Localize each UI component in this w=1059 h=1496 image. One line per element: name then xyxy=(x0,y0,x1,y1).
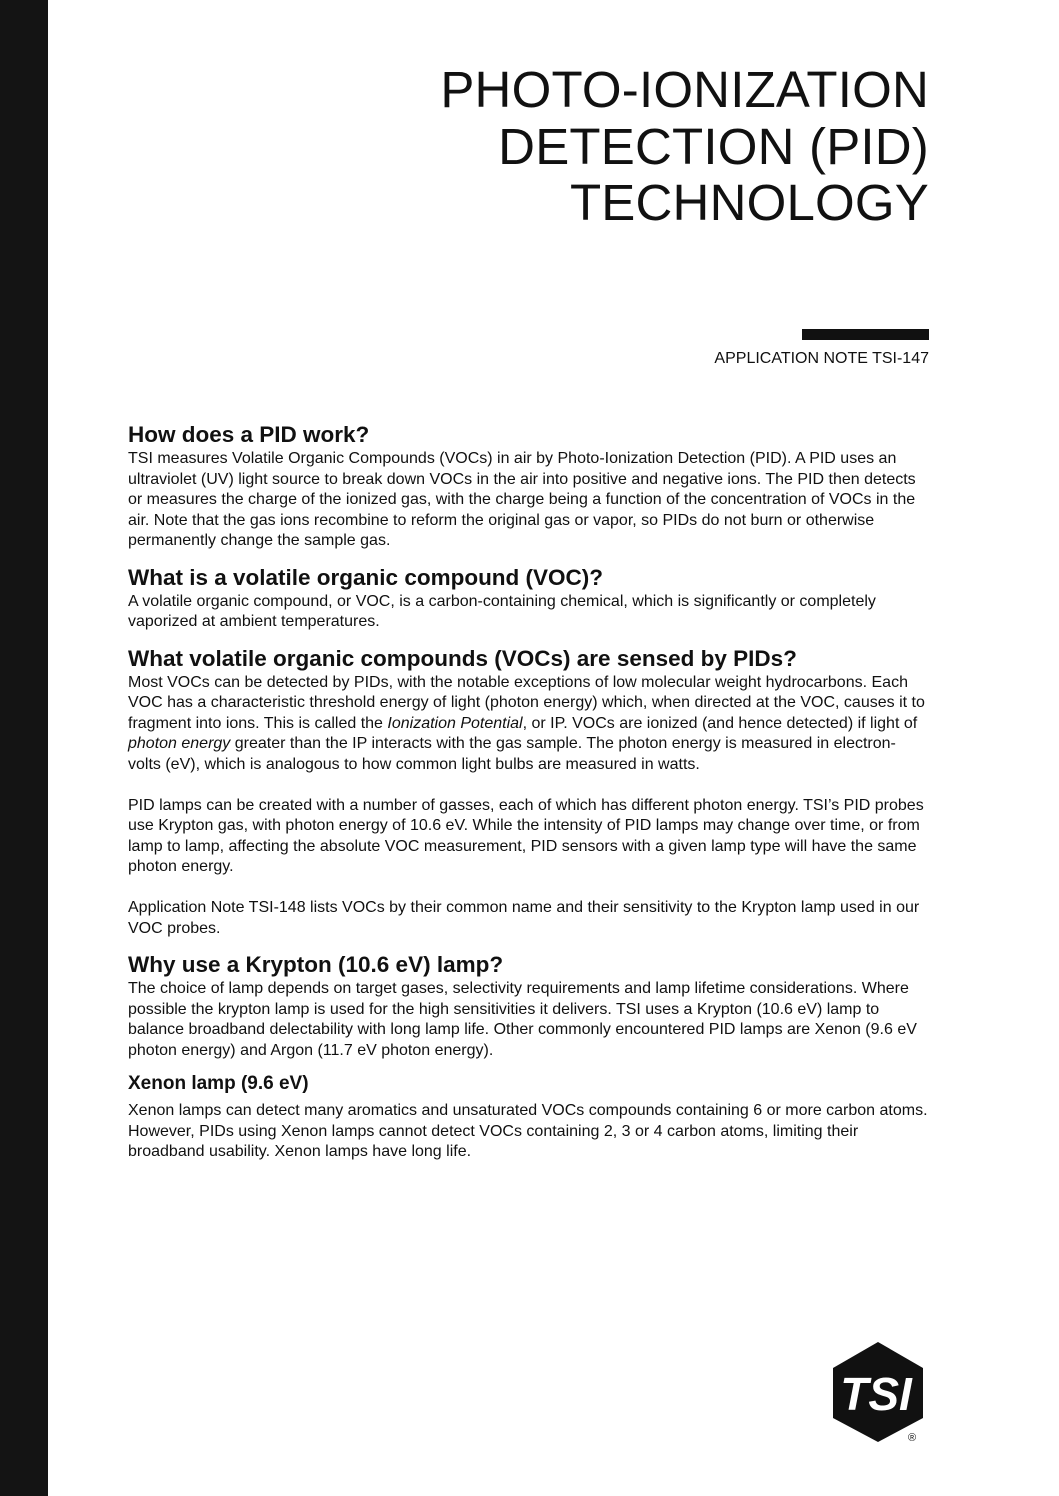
heading-xenon-lamp: Xenon lamp (9.6 eV) xyxy=(128,1073,309,1094)
left-margin-bar xyxy=(0,0,48,1496)
paragraph-krypton-lamp: The choice of lamp depends on target gases, selectivity requirements and lamp lifetime considerations. Where possible the krypton lamp is used for the high sensitivities it delivers. TSI uses a Krypton (10.6 eV) lamp to balance broadband delectability with long lamp life. Other commonly encountered PID lamps are Xenon (9.6 eV photon energy) and Argon (11.7 eV photon energy). xyxy=(128,980,917,1059)
term-ionization-potential: Ionization Potential xyxy=(387,714,523,732)
paragraph-how-pid-works: TSI measures Volatile Organic Compounds (VOCs) in air by Photo-Ionization Detection (PID). A PID uses an ultraviolet (UV) light source to break down VOCs in the air into positive and negative ions. The PID then detects or measures the charge of the ionized gas, with the charge being a function of the concentration of VOCs in the air. Note that the gas ions recombine to reform the original gas or vapor, so PIDs do not burn or otherwise permanently change the sample gas. xyxy=(128,450,916,549)
title-line-1: PHOTO-IONIZATION xyxy=(440,61,929,118)
term-photon-energy: photon energy xyxy=(128,735,231,752)
title-line-2: DETECTION (PID) xyxy=(498,117,929,175)
application-note-label: APPLICATION NOTE TSI-147 xyxy=(714,350,929,367)
logo-text: TSI xyxy=(840,1368,912,1420)
paragraph-what-is-voc: A volatile organic compound, or VOC, is a carbon-containing chemical, which is significantly or completely vaporized at ambient temperatures. xyxy=(128,592,876,630)
tsi-logo xyxy=(826,1338,930,1444)
heading-how-pid-works: How does a PID work? xyxy=(128,422,370,447)
paragraph-vocs-sensed-3: Application Note TSI-148 lists VOCs by their common name and their sensitivity to the Krypton lamp used in our VOC probes. xyxy=(128,899,920,937)
heading-krypton-lamp: Why use a Krypton (10.6 eV) lamp? xyxy=(128,952,504,977)
paragraph-vocs-sensed-2: PID lamps can be created with a number of gasses, each of which has different photon energy. TSI’s PID probes use Krypton gas, with photon energy of 10.6 eV. While the intensity of PID lamps may change over time, or from lamp to lamp, affecting the absolute VOC measurement, PID sensors with a given lamp type will have the same photon energy. xyxy=(128,796,924,875)
page-title xyxy=(229,62,929,232)
title-line-3: TECHNOLOGY xyxy=(569,174,929,231)
paragraph-vocs-sensed-1: Most VOCs can be detected by PIDs, with the notable exceptions of low molecular weight hydrocarbons. Each VOC has a characteristic threshold energy of light (photon energy) which, when directed at the VOC, causes it to fragment into ions. This is called the Ionization Potential, or IP. VOCs are ionized (and hence detected) if light of photon energy greater than the IP interacts with the gas sample. The photon energy is measured in electron-volts (eV), which is analogous to how common light bulbs are measured in watts. xyxy=(128,673,925,773)
heading-what-is-voc: What is a volatile organic compound (VOC)? xyxy=(128,564,604,590)
document-body xyxy=(128,421,928,1163)
title-rule xyxy=(802,329,929,340)
heading-vocs-sensed: What volatile organic compounds (VOCs) are sensed by PIDs? xyxy=(128,645,797,671)
paragraph-xenon-lamp: Xenon lamps can detect many aromatics and unsaturated VOCs compounds containing 6 or more carbon atoms. However, PIDs using Xenon lamps cannot detect VOCs containing 2, 3 or 4 carbon atoms, limiting their broadband usability. Xenon lamps have long life. xyxy=(128,1102,928,1160)
registered-mark: ® xyxy=(908,1432,917,1444)
